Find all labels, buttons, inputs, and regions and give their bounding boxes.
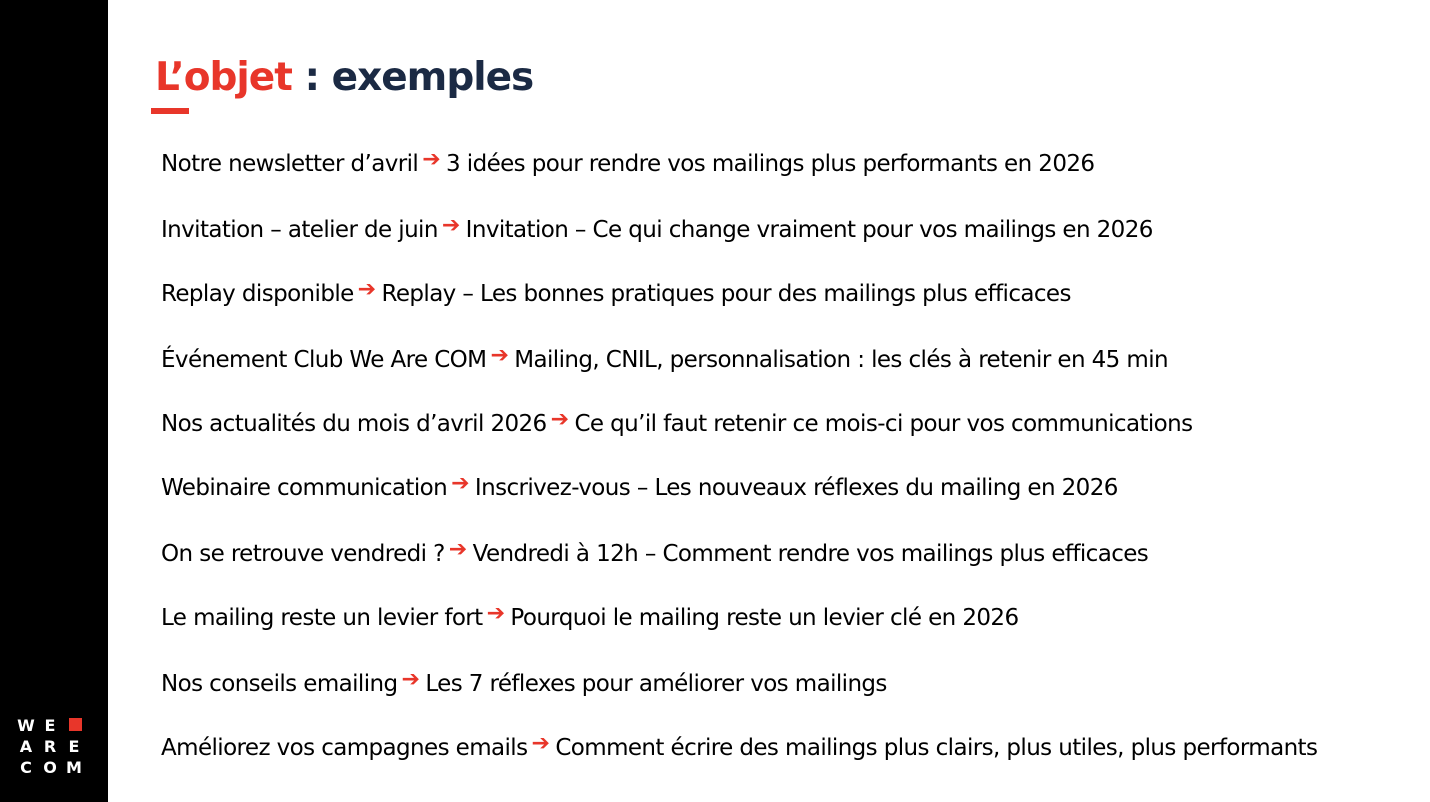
improved-subject: Comment écrire des mailings plus clairs, plus utiles, plus performants	[555, 735, 1318, 761]
right-arrow-icon: ➔	[441, 213, 460, 238]
right-arrow-icon: ➔	[490, 343, 509, 368]
logo-row	[16, 737, 88, 757]
improved-subject: Les 7 réflexes pour améliorer vos mailings	[425, 671, 887, 697]
example-row	[161, 340, 1168, 380]
logo-letter: A	[19, 737, 33, 756]
right-arrow-icon: ➔	[401, 667, 420, 692]
title-underline	[151, 108, 189, 114]
right-arrow-icon: ➔	[486, 601, 505, 626]
logo-row	[16, 758, 88, 778]
original-subject: Événement Club We Are COM	[161, 347, 487, 373]
red-square-icon	[69, 718, 82, 731]
improved-subject: 3 idées pour rendre vos mailings plus performants en 2026	[446, 151, 1095, 177]
improved-subject: Replay – Les bonnes pratiques pour des mailings plus efficaces	[381, 281, 1071, 307]
improved-subject: Inscrivez-vous – Les nouveaux réflexes du mailing en 2026	[474, 475, 1118, 501]
logo-letter: O	[43, 758, 57, 777]
improved-subject: Mailing, CNIL, personnalisation : les clés à retenir en 45 min	[514, 347, 1168, 373]
right-arrow-icon: ➔	[531, 731, 550, 756]
logo-letter: W	[17, 716, 35, 735]
sidebar	[0, 0, 108, 802]
improved-subject: Ce qu’il faut retenir ce mois-ci pour vos communications	[574, 411, 1193, 437]
original-subject: Replay disponible	[161, 281, 354, 307]
original-subject: On se retrouve vendredi ?	[161, 541, 445, 567]
example-row	[161, 274, 1071, 314]
title-accent: L’objet	[155, 55, 292, 100]
original-subject: Le mailing reste un levier fort	[161, 605, 483, 631]
original-subject: Notre newsletter d’avril	[161, 151, 419, 177]
example-row	[161, 210, 1153, 250]
example-row	[161, 728, 1317, 768]
example-row	[161, 598, 1018, 638]
original-subject: Nos actualités du mois d’avril 2026	[161, 411, 547, 437]
right-arrow-icon: ➔	[357, 277, 376, 302]
original-subject: Webinaire communication	[161, 475, 448, 501]
example-row	[161, 404, 1193, 444]
logo-letter: E	[44, 716, 56, 735]
title-rest: : exemples	[291, 55, 534, 100]
logo-letter: E	[68, 737, 80, 756]
improved-subject: Invitation – Ce qui change vraiment pour vos mailings en 2026	[465, 217, 1153, 243]
logo-letter: M	[66, 758, 82, 777]
example-row	[161, 468, 1118, 508]
logo-letter: R	[43, 737, 57, 756]
example-row	[161, 534, 1148, 574]
original-subject: Améliorez vos campagnes emails	[161, 735, 528, 761]
original-subject: Nos conseils emailing	[161, 671, 398, 697]
right-arrow-icon: ➔	[451, 471, 469, 496]
right-arrow-icon: ➔	[422, 147, 441, 172]
improved-subject: Vendredi à 12h – Comment rendre vos mailings plus efficaces	[472, 541, 1149, 567]
example-row	[161, 144, 1094, 184]
right-arrow-icon: ➔	[550, 407, 569, 432]
page-title	[155, 52, 533, 104]
improved-subject: Pourquoi le mailing reste un levier clé en 2026	[510, 605, 1019, 631]
example-row	[161, 664, 887, 704]
original-subject: Invitation – atelier de juin	[161, 217, 438, 243]
we-are-com-logo	[16, 716, 88, 780]
logo-row	[16, 716, 88, 736]
right-arrow-icon: ➔	[448, 537, 467, 562]
logo-letter: C	[20, 758, 32, 777]
